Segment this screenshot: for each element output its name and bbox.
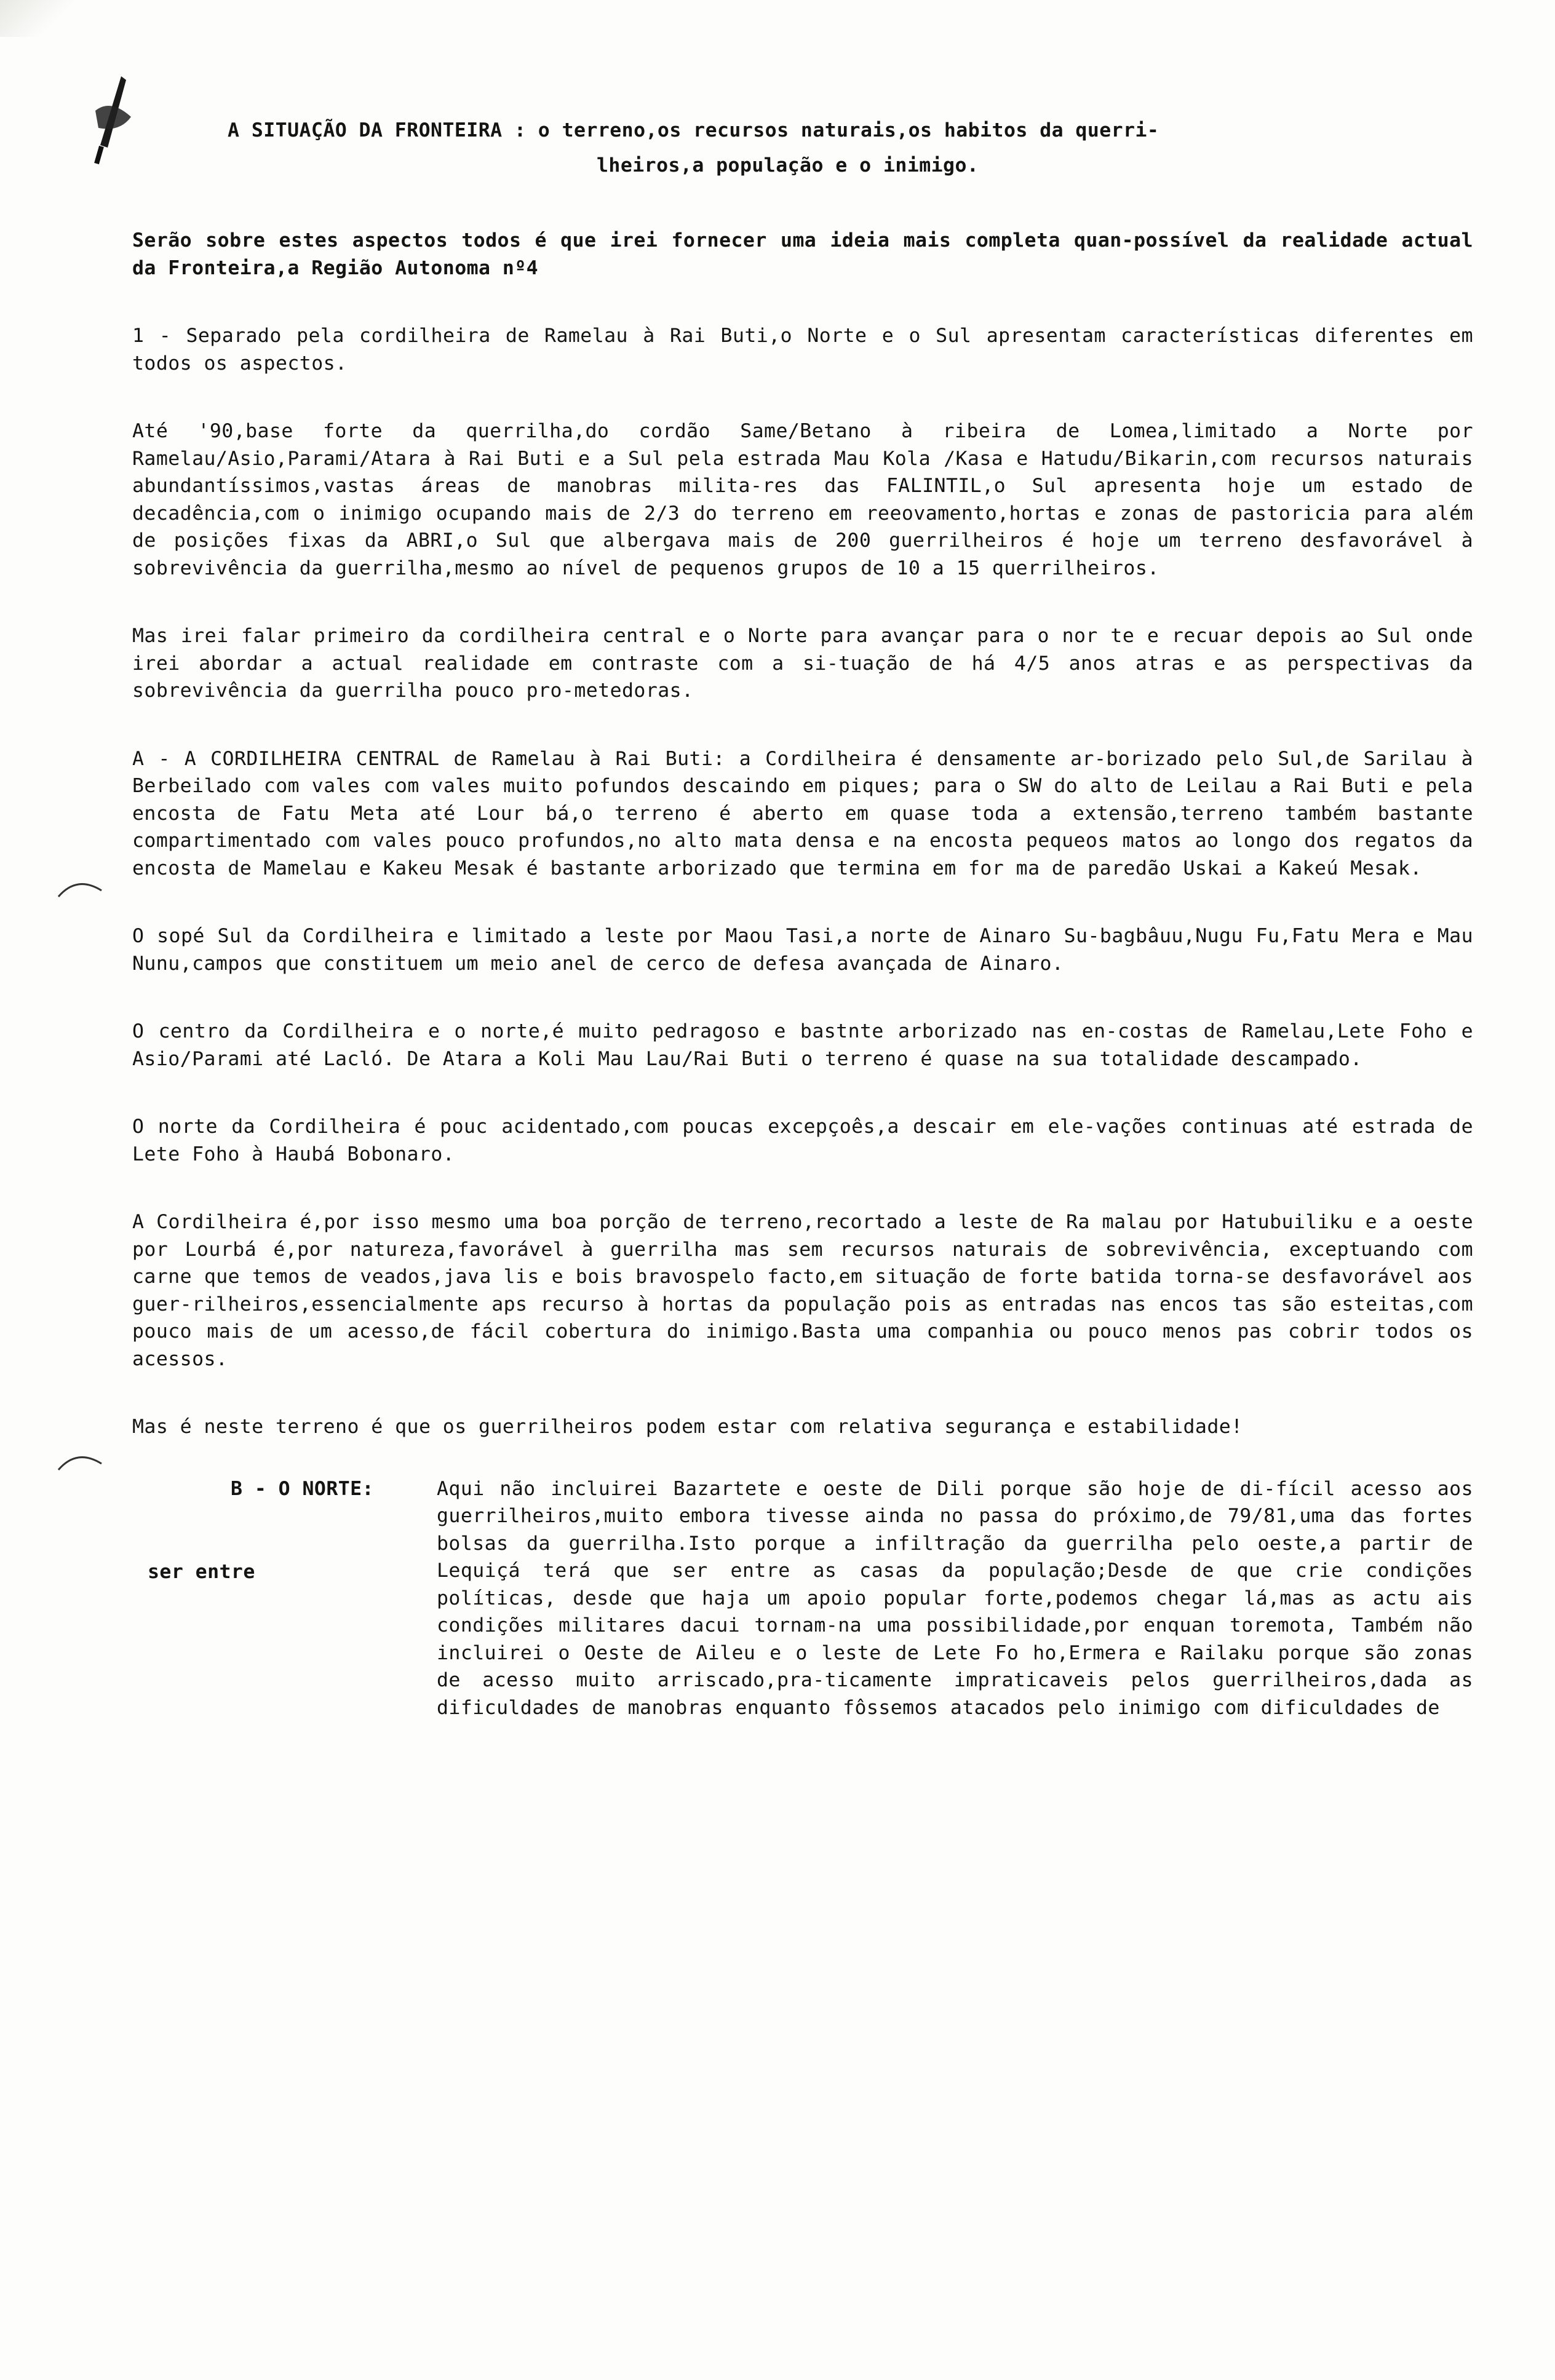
scan-corner-smudge [0,0,74,37]
document-title-line-1: A SITUAÇÃO DA FRONTEIRA : o terreno,os recursos naturais,os habitos da querri- [228,119,1159,141]
paragraph-centro: O centro da Cordilheira e o norte,é muito pedragoso e bastnte arborizado nas en-costas de Ramelau,Lete Foho e Asio/Parami até Lacló. De Atara a Koli Mau Lau/Rai Buti o terreno é quase na sua totalidade descampado. [132,1020,1473,1070]
paragraph-sope-sul: O sopé Sul da Cordilheira e limitado a leste por Maou Tasi,a norte de Ainaro Su-bagbâuu,Nugu Fu,Fatu Mera e Mau Nunu,campos que constituem um meio anel de cerco de defesa avançada de Ainaro. [132,925,1473,975]
section-norte-header: B - O NORTE: [231,1477,374,1500]
paragraph-seguranca: Mas é neste terreno é que os guerrilheiros podem estar com relativa segurança e estabilidade! [132,1416,1243,1438]
typed-letter-body [132,117,1473,1721]
margin-note: ser entre [148,1560,255,1583]
paragraph-cordilheira-recursos: A Cordilheira é,por isso mesmo uma boa porção de terreno,recortado a leste de Ra malau por Hatubuiliku e a oeste por Lourbá é,por natureza,favorável à guerrilha mas sem recursos naturais de sobrevivência, exceptuando com carne que temos de veados,java lis e bois bravospelo facto,em situação de forte batida torna-se desfavorável aos guer-rilheiros,essencialmente aps recurso à hortas da população pois as entradas nas encos tas são esteitas,com pouco mais de um acesso,de fácil cobertura do inimigo.Basta uma companhia ou pouco menos pas cobrir todos os acessos. [132,1211,1473,1370]
paragraph-3: Mas irei falar primeiro da cordilheira central e o Norte para avançar para o nor te e recuar depois ao Sul onde irei abordar a actual realidade em contraste com a si-tuação de há 4/5 anos atras e as perspectivas da sobrevivência da guerrilha pouco pro-metedoras. [132,625,1473,702]
paragraph-2: Até '90,base forte da querrilha,do cordão Same/Betano à ribeira de Lomea,limitado a Norte por Ramelau/Asio,Parami/Atara à Rai Buti e a Sul pela estrada Mau Kola /Kasa e Hatudu/Bikarin,com recursos naturais abundantíssimos,vastas áreas de manobras milita-res das FALINTIL,o Sul apresenta hoje um estado de decadência,com o inimigo ocupando mais de 2/3 do terreno em reeovamento,hortas e zonas de pastoricia para além de posições fixas da ABRI,o Sul que albergava mais de 200 guerrilheiros é hoje um terreno desfavorável à sobrevivência da guerrilha,mesmo ao nível de pequenos grupos de 10 a 15 querrilheiros. [132,420,1473,579]
handwritten-mark-icon [83,74,138,166]
paragraph-cordilheira: A - A CORDILHEIRA CENTRAL de Ramelau à Rai Buti: a Cordilheira é densamente ar-borizado pelo Sul,de Sarilau à Berbeilado com vales com vales muito pofundos descaindo em piques; para o SW do alto de Leilau a Rai Buti e pela encosta de Fatu Meta até Lour bá,o terreno é aberto em quase toda a extensão,terreno também bastante compartimentado com vales pouco profundos,no alto mata densa e na encosta pequeos matos ao longo dos regatos da encosta de Mamelau e Kakeu Mesak é bastante arborizado que termina em for ma de paredão Uskai a Kakeú Mesak. [132,747,1473,879]
section-norte-body: Aqui não incluirei Bazartete e oeste de Dili porque são hoje de di-fícil acesso aos guerrilheiros,muito embora tivesse ainda no passa do próximo,de 79/81,uma das fortes bolsas da guerrilha.Isto porque a infiltração da guerrilha pelo oeste,a partir de Lequiçá terá que ser entre as casas da população;Desde de que crie condições políticas, desde que haja um apoio popular forte,podemos chegar lá,mas as actu ais condições militares dacui tornam-na uma possibilidade,por enquan toremota, Também não incluirei o Oeste de Aileu e o leste de Lete Fo ho,Ermera e Railaku porque são zonas de acesso muito arriscado,pra-ticamente impraticaveis pelos guerrilheiros,dada as dificuldades de manobras enquanto fôssemos atacados pelo inimigo com dificuldades de [437,1477,1473,1719]
paragraph-1: 1 - Separado pela cordilheira de Ramelau à Rai Buti,o Norte e o Sul apresentam características diferentes em todos os aspectos. [132,325,1473,375]
margin-arc-icon [55,1445,105,1476]
section-norte [132,1475,1473,1722]
paragraph-norte-cordilheira: O norte da Cordilheira é pouc acidentado,com poucas excepçoês,a descair em ele-vações continuas até estrada de Lete Foho à Haubá Bobonaro. [132,1116,1473,1165]
document-title-line-2: lheiros,a população e o inimigo. [597,154,979,177]
margin-arc-icon [55,872,105,903]
paragraph-intro: Serão sobre estes aspectos todos é que irei fornecer uma ideia mais completa quan-possível da realidade actual da Fronteira,a Região Autonoma nº4 [132,229,1473,279]
